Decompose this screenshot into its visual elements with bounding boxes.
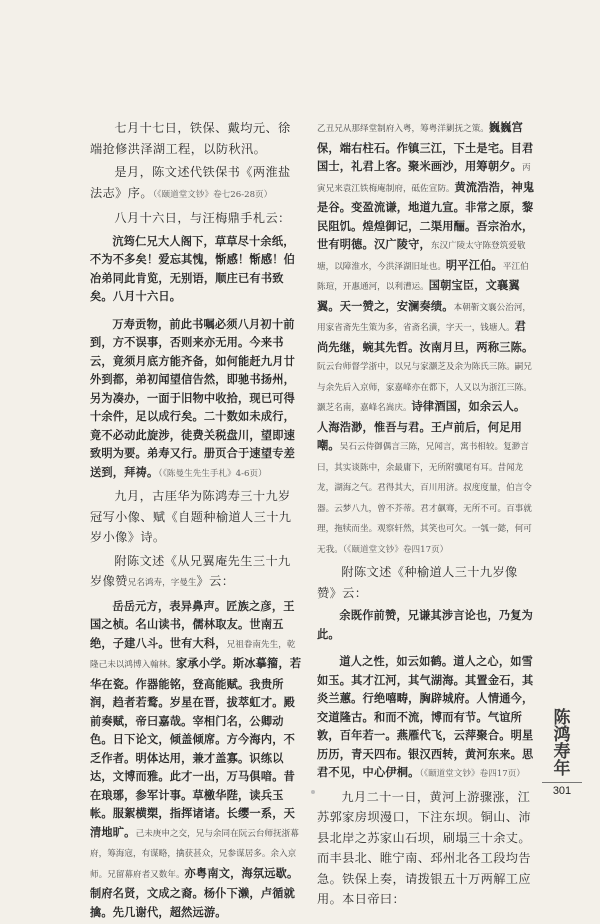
paragraph-sept-21: 九月二十一日，黄河上游骤涨，江苏郭家房坝漫口，下注东坝。铜山、沛县北岸之苏家山石坝，刷塌三十余丈。而丰县北、睢宁南、邳州北各工段均告急。铁保上奏，请拨银五十万两解工应用。本日帝曰： bbox=[317, 789, 531, 906]
second-eulogy-intro: 余既作前赞，兄谦其涉言论也，乃复为此。 bbox=[317, 608, 533, 641]
letter-quote-2-source: （《陈曼生先生手札》4-6页） bbox=[158, 468, 267, 479]
r-note-3: 东汉广陵太守陈登筑爱敬塘，以障淮水，今洪泽湖旧址也。 bbox=[317, 241, 526, 272]
left-column bbox=[90, 118, 303, 924]
right-column bbox=[317, 118, 535, 913]
r-tail: 观察轩然，其笑也可欠。一瓠一懿，何可无我。 bbox=[317, 524, 532, 555]
eulogy-note-2: 己未庚申之交，兄与余同在阮云台师抚浙幕府，筹海寇，有谋略，擒获甚众，兄参谋居多。余入京师。兄留幕府者又数年。 bbox=[90, 828, 299, 880]
r-note-5: 本朝靳文襄公治河，用家省斋先生策为多，省斋名潢，字天一，钱塘人。 bbox=[317, 302, 532, 333]
seal-char: 鸿 bbox=[553, 725, 571, 745]
second-eulogy-source: （《颐道堂文钞》卷四17页） bbox=[419, 769, 525, 779]
r-note-2: 丙寅兄来袁江铁梅庵制府，砥佐宣防。 bbox=[317, 163, 531, 194]
seal-char: 寿 bbox=[553, 742, 571, 762]
r-quote-4: 国朝宝臣，文襄翼翼。天一赞之，安澜奏绩。 bbox=[317, 278, 520, 313]
letter-quote-2-text: 万寿贡物，前此书嘱必须八月初十前到，方不误事，否则来亦无用。今来书云，竟须月底方能齐备，如何能赶九月廿外到都，弟初闻望信告然，即驰书扬州，另为凑办，一面于旧物中收拾，现已可得十余件，足以成行矣。二十数如未成行，竟不必动此旋涉，徒费关税盘川，望即速致明为要。弟寿又行。册页合于速望专差送到，拜祷。 bbox=[90, 316, 295, 479]
paragraph-second-eulogy: 附陈文述《种榆道人三十九岁像赞》云： bbox=[317, 565, 518, 600]
eulogy-continued bbox=[317, 118, 535, 559]
attached-eulogy-title: 附陈文述《从兄翼庵先生三十九岁像赞 bbox=[90, 553, 291, 588]
r-quote-3: 明平江伯。 bbox=[445, 257, 503, 272]
eulogy-quote bbox=[90, 597, 303, 922]
r-quote-1: 巍巍宫保，端右柱石。作镇三江，下土是宅。目君国士，礼君上客。聚米画沙，用筹朝夕。 bbox=[317, 120, 534, 173]
attached-eulogy-tail: 》云： bbox=[196, 574, 235, 588]
r-source-1: （《颐道堂文钞》卷四17页） bbox=[342, 544, 449, 555]
r-quote-5: 君尚先继，蜿其先哲。汝南月旦，两称三陈。 bbox=[317, 319, 534, 354]
paragraph-month-preface bbox=[90, 162, 303, 205]
r-note-1: 乙丑兄从那绎堂制府入粤，筹粤洋剿抚之策。 bbox=[317, 124, 489, 134]
attached-eulogy-note: 兄名鸿寿，字曼生 bbox=[127, 578, 197, 588]
eulogy-note-1: 兄祖眷南先生，乾隆己未以鸿博入翰林。 bbox=[90, 639, 296, 670]
second-eulogy-text: 道人之性，如云如鹤。道人之心，如雪如玉。其才江河，其气湖海。其置金石，其炎兰蕙。行绝嘻畴，胸辟城府。人情通今，交道隆古。和而不流，博而有节。气谊所敦，百年若一。燕雁代飞，云萍聚合。明星历历，青天四布。银汉西转，黄河东来。思君不见，中心伊桐。 bbox=[317, 654, 534, 779]
r-note-4: 平江伯陈瑄，开惠通河，以利漕运。 bbox=[317, 261, 529, 292]
paragraph-august: 八月十六日，与汪梅鼎手札云： bbox=[114, 211, 291, 225]
page-number: 301 bbox=[542, 782, 582, 797]
seal-char: 陈 bbox=[553, 708, 571, 728]
seal-char: 年 bbox=[553, 759, 571, 779]
eulogy-quote-start: 岳岳元方，表异鼻声。匠族之彦，王国之桢。名山读书，儒林取友。世南五绝，子建八斗。世有大科， bbox=[90, 598, 295, 650]
book-seal-logo bbox=[545, 710, 579, 784]
preface-source: （《颐道堂文钞》卷七26-28页） bbox=[152, 189, 273, 200]
r-quote-2: 黄流浩浩，神鬼是谷。变盈流谦，地道九宣。非常之原，黎民阻饥。煌煌御记，二渠用酾。吾宗治水，世有明德。汉广陵守， bbox=[317, 179, 535, 251]
paragraph-attached-eulogy bbox=[90, 551, 303, 594]
preface-text: 是月，陈文述代铁保书《两淮盐法志》序。 bbox=[90, 165, 291, 200]
letter-quote-1: 沆筠仁兄大人阁下，草草尽十余纸，不为不多矣！爱忘其愧，惭感！惭感！伯冶弟同此肯览，无别语，顺庄已有书致矣。八月十六日。 bbox=[90, 233, 295, 303]
r-quote-7: 诗律酒国，如余云人。人海浩渺，惟吾与君。王卢前后，何足用嘲。 bbox=[317, 399, 526, 452]
letter-quote-2 bbox=[90, 315, 303, 484]
paragraph-july: 七月十七日，铁保、戴均元、徐端抢修洪泽湖工程，以防秋汛。 bbox=[90, 121, 291, 156]
r-note-8: 吴石云侍御偶言三陈，兄闻言，寓书相较。复渺言曰，其实谈陈中，余最庸下，无所附骥尾有耳。昔闻龙龙，湖海之气。君得其大，百川用济。叔度度量，伯言令器。云梦八九，曾不芥蒂。君才飙骞，无所不可。百事就理，拖犊而坐。 bbox=[317, 442, 532, 534]
decorative-dot bbox=[311, 790, 315, 794]
r-note-6: 阮云台师督学浙中，以兄与家灏芝及余为陈氏三陈。嗣兄与余先后入京师，家嘉峰亦在都下，人又以为浙江三陈。灏芝名南，嘉峰名嵩庆。 bbox=[317, 362, 532, 413]
paragraph-september: 九月，古厓华为陈鸿寿三十九岁冠写小像、赋《自题种榆道人三十九岁小像》诗。 bbox=[90, 489, 292, 544]
eulogy-quote-tail: 亦粤南文，海氛远歇。制府名贤，文成之裔。杨仆下濑，卢循就擒。先几谢代，超然远游。 bbox=[90, 865, 299, 919]
eulogy-quote-mid: 家承小学。斯冰摹籀，若华在瓷。作器能铭，登高能赋。我贵所润，趋者若鹜。岁星在晋，拔萃虹才。殿前奏赋，帝曰嘉哉。宰相门名，公卿动色。日下论文，倾盖倾席。方今海内，不乏作者。明体达用，兼才盖寡。识练以达，文博而雅。此才一出，万马俱喑。昔在琅琊，参军计事。草檄华陛，读兵玉帐。服絮横槊，指挥诸诸。长缨一系，天清地旷。 bbox=[90, 656, 302, 839]
second-eulogy-quote bbox=[317, 652, 535, 784]
